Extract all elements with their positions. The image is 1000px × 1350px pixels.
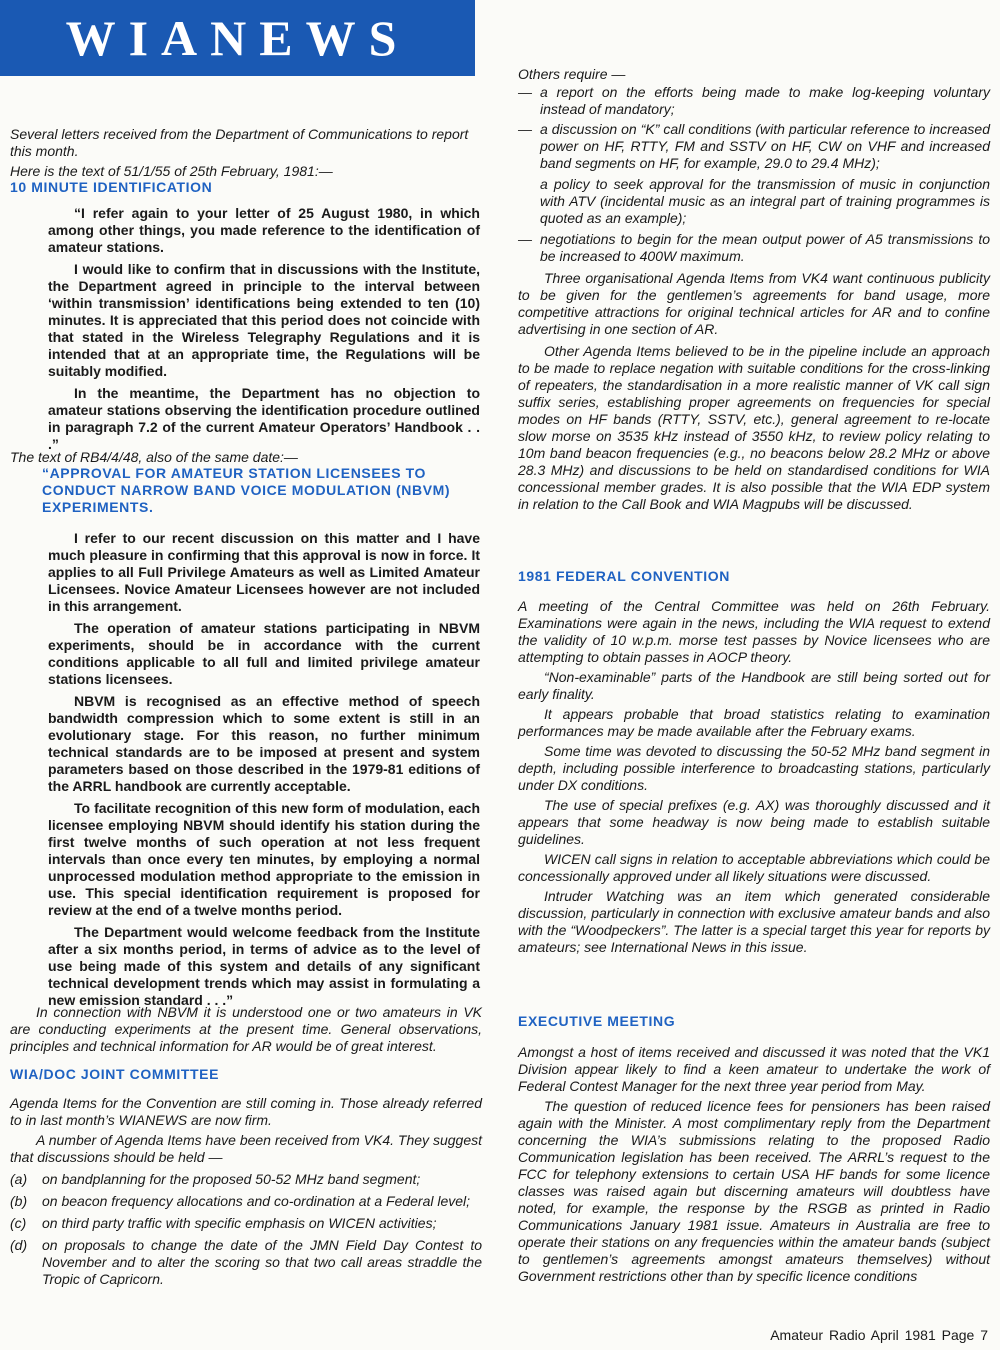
agenda-section <box>10 1095 482 1288</box>
list-text: on bandplanning for the proposed 50-52 MHz band segment; <box>42 1171 421 1187</box>
body-paragraph: It appears probable that broad statistics relating to examination performances may be made available after the February exams. <box>518 706 990 739</box>
list-marker: (c) <box>10 1215 27 1231</box>
list-item <box>10 1171 482 1188</box>
section-heading: 1981 FEDERAL CONVENTION <box>518 568 730 584</box>
dash-item-text: a policy to seek approval for the transmission of music in conjunction with ATV (incidental music as an integral part of training programmes is quoted as an example); <box>540 176 990 226</box>
intro-text: Several letters received from the Department of Communications to report this month. <box>10 126 469 159</box>
body-paragraph: Other Agenda Items believed to be in the pipeline include an approach to be made to replace negation with suitable conditions for the cross-linking of repeaters, the standardisation in a more realistic manner of VK call sign suffix series, establishing proper agreements on frequencies for special modes on HF bands (RTTY, SSTV, etc.), general agreement to re-locate slow morse on 3535 kHz instead of 3550 kHz, to review policy relating to 10m band beacon frequencies (e.g., no beacons below 28.2 MHz or above 28.3 MHz) and discussions to be held on standardised conditions for WIA concessional member grades. It is also possible that the WIA EDP system in relation to the Call Book and WIA Magpubs will be discussed. <box>518 343 990 512</box>
quote-paragraph: NBVM is recognised as an effective method of speech bandwidth compression which to some extent is still in an evolutionary stage. For this reason, no further minimum technical standards are to be imposed at present and system parameters based on those described in the 1979-81 editions of the ARRL handbook are currently acceptable. <box>48 693 480 794</box>
body-paragraph: “Non-examinable” parts of the Handbook are still being sorted out for early finality. <box>518 669 990 702</box>
list-item <box>10 1237 482 1288</box>
body-paragraph: The question of reduced licence fees for pensioners has been raised again with the Minister. A most complimentary reply from the Department concerning the WIA’s submissions relating to the proposed Radio Communication legislation has been received. The ARRL’s request to the FCC for telephony extensions to certain USA HF bands for some licence classes was raised again but discerning amateurs will doubtless have noted, for example, the response by the RSGB as printed in Radio Communications January 1981 issue. Amateurs in Australia are free to operate their stations on any frequencies within the amateur bands (subject to gentlemen’s agreements amongst amateurs themselves) without Government restrictions other than by specific licence conditions <box>518 1098 990 1284</box>
quote-paragraph: “I refer again to your letter of 25 August 1980, in which among other things, you made reference to the identification of amateur stations. <box>48 205 480 255</box>
dash-item: — a report on the efforts being made to make log-keeping voluntary instead of mandatory; <box>518 84 990 117</box>
body-paragraph: Three organisational Agenda Items from VK4 want continuous publicity to be given for the gentlemen’s agreements for band usage, more competitive attractions for original technical articles for AR and to confine advertising in one section of AR. <box>518 270 990 337</box>
dash-item: — a discussion on “K” call conditions (with particular reference to increased power on HF, RTTY, FM and SSTV on HF, CW on VHF and increased band segments on HF, for example, 29.0 to 29.4 MHz); <box>518 121 990 171</box>
quoted-letter <box>48 530 480 1009</box>
quote-paragraph: In the meantime, the Department has no objection to amateur stations observing the identification procedure outlined in paragraph 7.2 of the current Amateur Operators’ Handbook . . .” <box>48 385 480 452</box>
section-heading: “APPROVAL FOR AMATEUR STATION LICENSEES TO CONDUCT NARROW BAND VOICE MODULATION (NBVM) EXPERIMENTS. <box>42 465 451 515</box>
section-heading: 10 MINUTE IDENTIFICATION <box>10 179 213 195</box>
agenda-list <box>10 1171 482 1288</box>
body-paragraph: Agenda Items for the Convention are still coming in. Those already referred to in last month’s WIANEWS are now firm. <box>10 1095 482 1128</box>
body-paragraph: A number of Agenda Items have been received from VK4. They suggest that discussions should be held — <box>10 1132 482 1165</box>
dash-item-text: a report on the efforts being made to make log-keeping voluntary instead of mandatory; <box>540 84 990 117</box>
body-paragraph: A meeting of the Central Committee was held on 26th February. Examinations were again in the news, including the WIA request to extend the validity of 10 w.p.m. morse test passes by Novice licensees who are attempting to obtain passes in AOCP theory. <box>518 598 990 665</box>
body-paragraph: Some time was devoted to discussing the 50-52 MHz band segment in depth, including possible interference to broadcasting stations, particularly under DX conditions. <box>518 743 990 793</box>
list-marker: (b) <box>10 1193 28 1209</box>
list-marker: (a) <box>10 1171 28 1187</box>
quote-paragraph: The Department would welcome feedback from the Institute after a six months period, in terms of advice as to the level of use being made of this system and details of any significant technical development trends which may assist in formulating a new emission standard . . .” <box>48 924 480 1008</box>
body-paragraph: Others require — <box>518 66 626 82</box>
list-marker: (d) <box>10 1237 28 1253</box>
body-paragraph: Intruder Watching was an item which generated considerable discussion, particularly in connection with exclusive amateur bands and also with the “Woodpeckers”. The latter is a special target this year for reports by amateurs; see International News in this issue. <box>518 888 990 955</box>
executive-section <box>518 1044 990 1285</box>
list-text: on proposals to change the date of the JMN Field Day Contest to November and to alter the scoring so that two call areas straddle the Tropic of Capricorn. <box>42 1237 482 1287</box>
body-paragraph: In connection with NBVM it is understood one or two amateurs in VK are conducting experiments at the present time. General observations, principles and technical information for AR would be of great interest. <box>10 1004 482 1054</box>
dash-item-text: a discussion on “K” call conditions (with particular reference to increased power on HF, RTTY, FM and SSTV on HF, CW on VHF and increased band segments on HF, for example, 29.0 to 29.4 MHz); <box>540 121 990 171</box>
page-footer: Amateur Radio April 1981 Page 7 <box>770 1327 988 1343</box>
body-paragraph: Amongst a host of items received and discussed it was noted that the VK1 Division appear likely to find a keen amateur to undertake the work of Federal Contest Manager for the next three year period from May. <box>518 1044 990 1094</box>
list-item <box>10 1193 482 1210</box>
convention-section <box>518 598 990 956</box>
section-heading: WIA/DOC JOINT COMMITTEE <box>10 1066 220 1082</box>
dash-item <box>518 176 990 227</box>
quote-paragraph: To facilitate recognition of this new form of modulation, each licensee employing NBVM should identify his station during the first twelve months of such operation at not less frequent intervals than once every ten minutes, by employing a normal unprocessed modulation method appropriate to the emission in use. This special identification requirement is proposed for review at the end of a twelve months period. <box>48 800 480 918</box>
list-text: on beacon frequency allocations and co-ordination at a Federal level; <box>42 1193 471 1209</box>
list-item <box>10 1215 482 1232</box>
masthead-title: WIANEWS <box>65 10 410 66</box>
dash-item: — negotiations to begin for the mean output power of A5 transmissions to be increased to 400W maximum. <box>518 231 990 264</box>
quoted-letter <box>48 205 480 453</box>
intro-text: The text of RB4/4/48, also of the same date:— <box>10 449 298 465</box>
quote-paragraph: I refer to our recent discussion on this matter and I have much pleasure in confirming that this approval is now in force. It applies to all Full Privilege Amateurs as well as Limited Amateur Licensees. Novice Amateur Licensees however are not included in this arrangement. <box>48 530 480 614</box>
dash-item-text: negotiations to begin for the mean output power of A5 transmissions to be increased to 400W maximum. <box>540 231 990 264</box>
list-text: on third party traffic with specific emphasis on WICEN activities; <box>42 1215 437 1231</box>
masthead-banner <box>0 0 475 76</box>
section-heading: EXECUTIVE MEETING <box>518 1013 676 1029</box>
intro-text: Here is the text of 51/1/55 of 25th February, 1981:— <box>10 163 333 179</box>
quote-paragraph: The operation of amateur stations participating in NBVM experiments, should be in accordance with the current conditions applicable to all full and limited privilege amateur stations licensees. <box>48 620 480 687</box>
quote-paragraph: I would like to confirm that in discussions with the Institute, the Department agreed in principle to the interval between ‘within transmission’ identifications being extended to ten (10) minutes. It is appreciated that this period does not coincide with that stated in the Wireless Telegraphy Regulations and it is intended that at an appropriate time, the Regulations will be suitably modified. <box>48 261 480 379</box>
body-paragraph: WICEN call signs in relation to acceptable abbreviations which could be concessionally approved under all likely situations were discussed. <box>518 851 990 884</box>
others-require-block <box>518 66 990 513</box>
body-paragraph: The use of special prefixes (e.g. AX) was thoroughly discussed and it appears that some headway is now being made to establish suitable guidelines. <box>518 797 990 847</box>
